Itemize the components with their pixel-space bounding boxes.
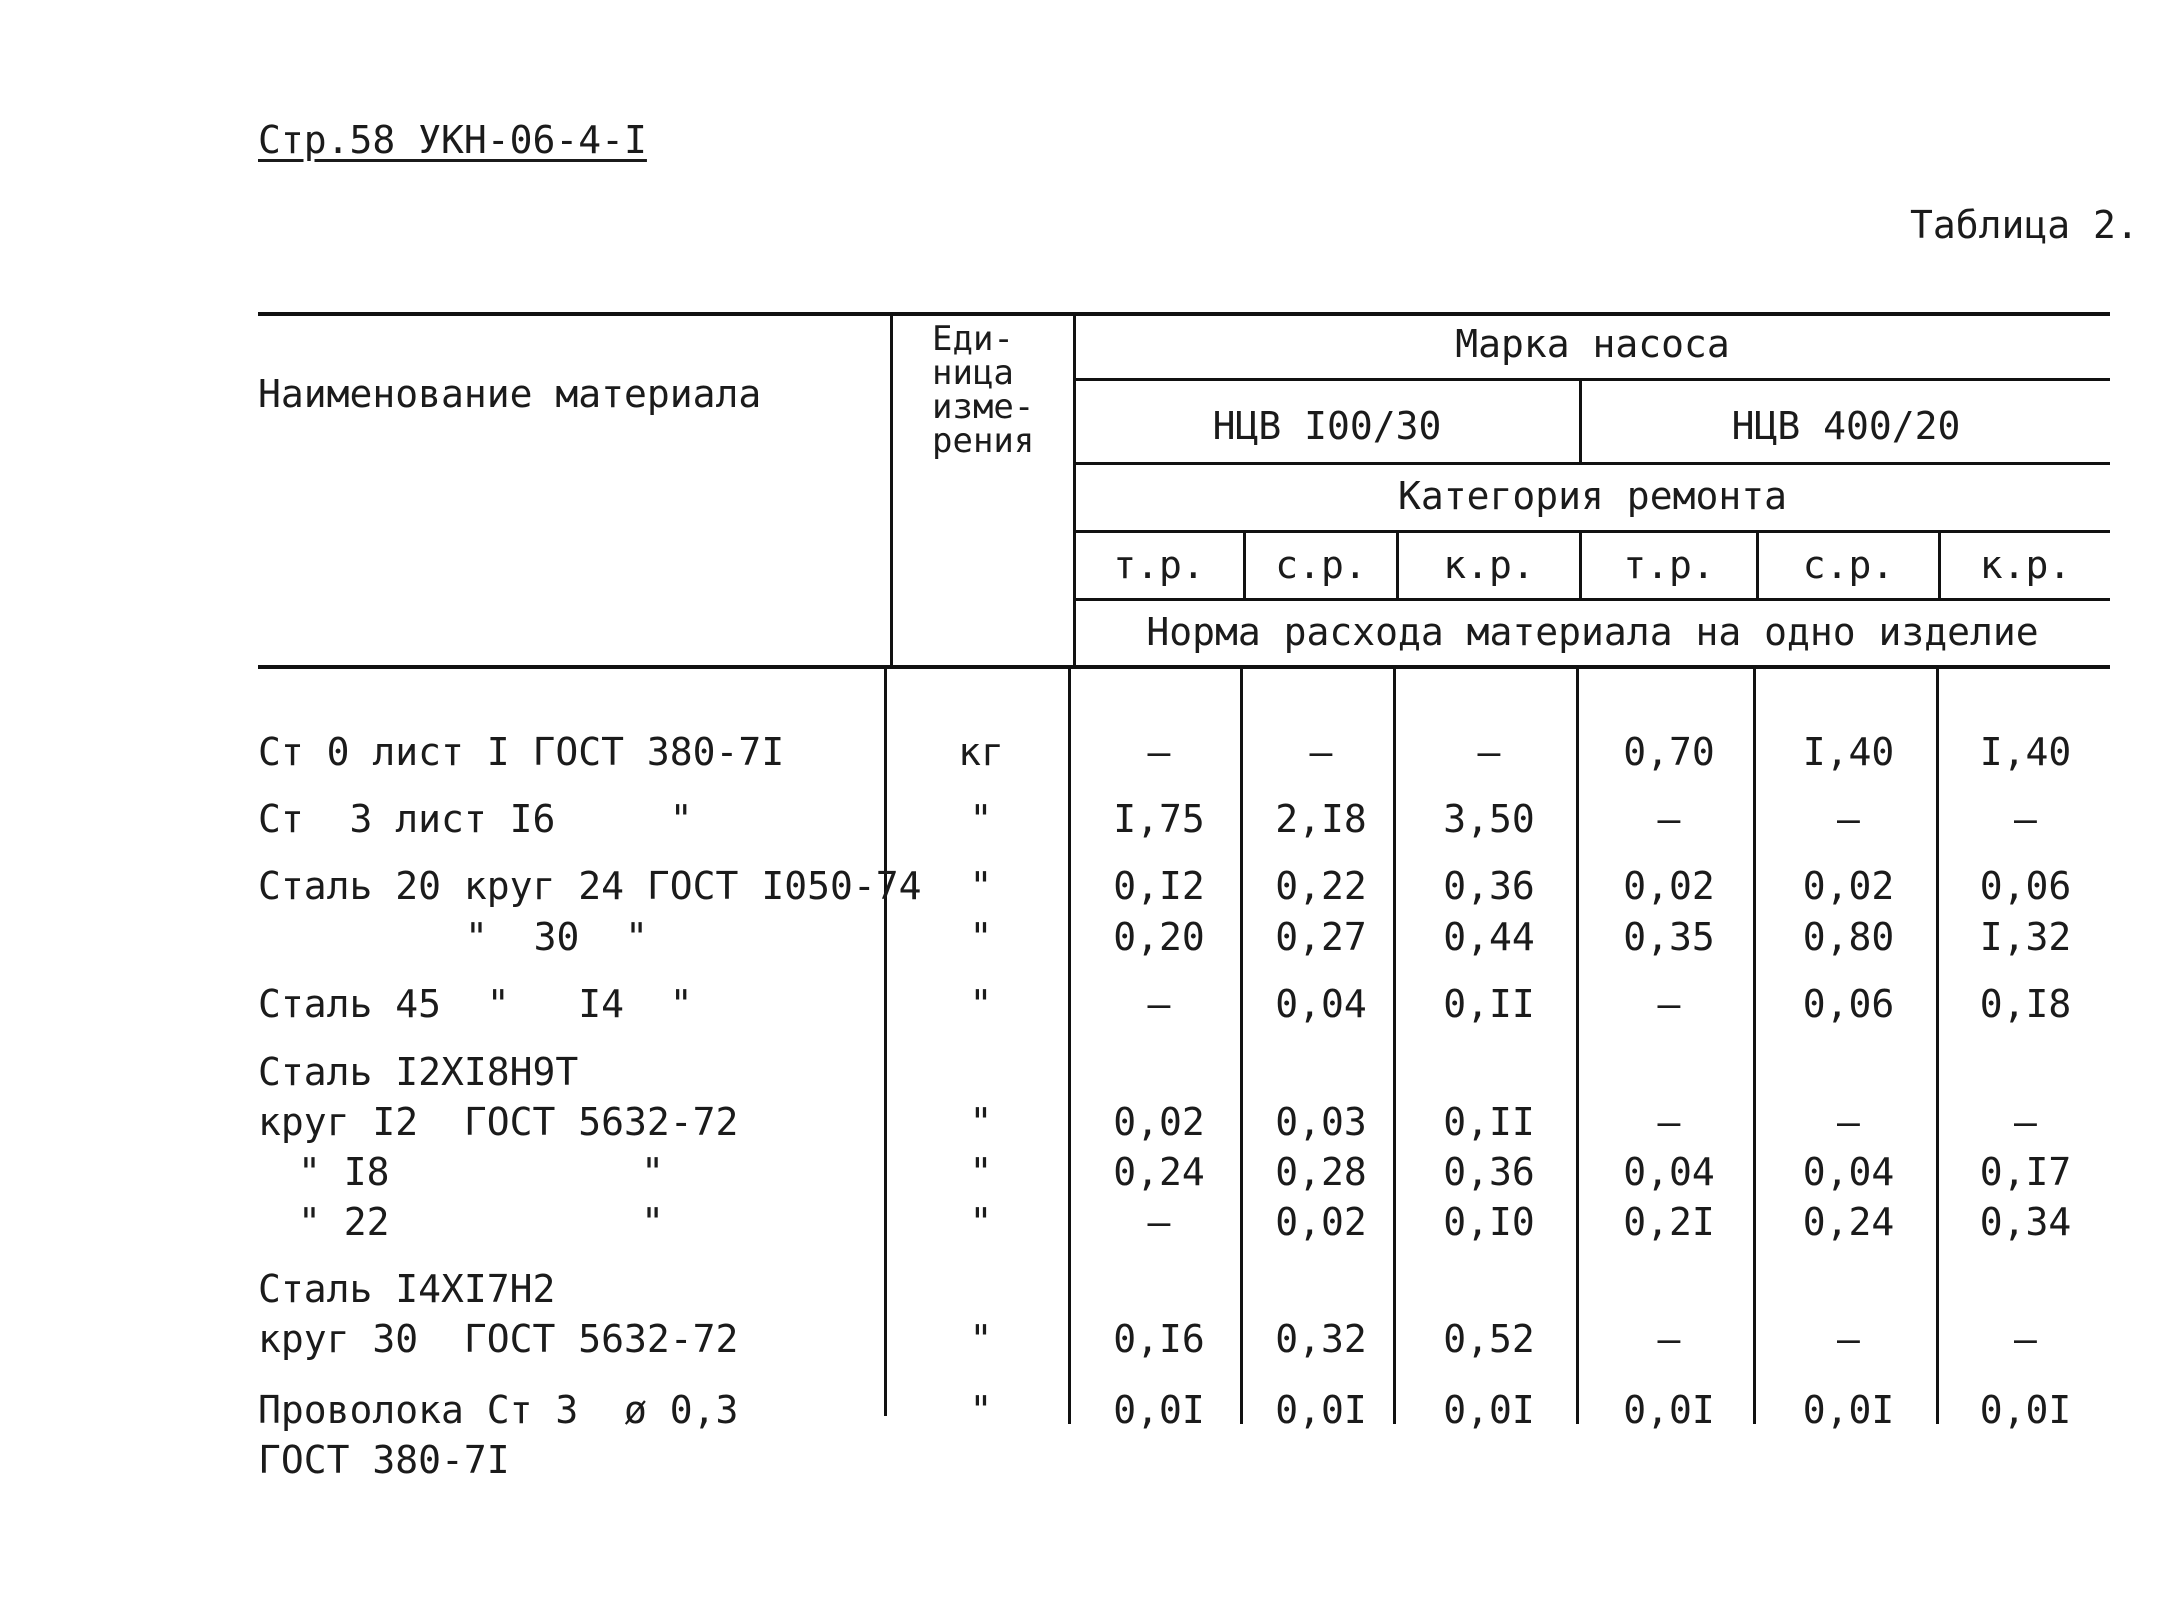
row-value-col-5: 0,24 (1802, 1200, 1895, 1244)
header-unit-line-3: изме- (932, 387, 1035, 427)
row-unit: " (969, 1150, 993, 1194)
row-value-col-5: – (1837, 1317, 1860, 1361)
row-value-col-6: – (2014, 797, 2037, 841)
row-unit: " (969, 982, 993, 1026)
row-value-col-5: 0,02 (1802, 864, 1895, 908)
brand-divider (1075, 378, 2110, 381)
row-value-col-3: 0,36 (1443, 1150, 1535, 1194)
row-material-name: Проволока Ст 3 ø 0,3 (258, 1388, 739, 1432)
row-value-col-6: 0,34 (1979, 1200, 2072, 1244)
row-unit: " (969, 915, 993, 959)
row-value-col-2: 0,28 (1275, 1150, 1367, 1194)
row-value-col-3: 3,50 (1443, 797, 1535, 841)
row-value-col-1: – (1147, 982, 1171, 1026)
row-value-col-4: 0,35 (1623, 915, 1715, 959)
pump-divider (1075, 462, 2110, 465)
subcol-2: с.р. (1275, 543, 1367, 587)
row-material-name: Сталь 45 " I4 " (258, 982, 693, 1026)
row-unit: " (969, 1200, 993, 1244)
row-material-name: Ст 0 лист I ГОСТ 380-7I (258, 730, 785, 774)
row-material-name: " 30 " (465, 915, 649, 959)
row-value-col-4: – (1657, 1317, 1681, 1361)
row-unit: " (969, 1100, 993, 1144)
row-value-col-6: 0,I7 (1979, 1150, 2072, 1194)
row-value-col-1: 0,20 (1113, 915, 1205, 959)
header-repair-category: Категория ремонта (1398, 474, 1787, 518)
row-value-col-5: – (1837, 797, 1860, 841)
header-norm: Норма расхода материала на одно изделие (1146, 610, 2039, 654)
row-value-col-1: – (1147, 730, 1171, 774)
row-value-col-2: 0,32 (1275, 1317, 1367, 1361)
row-value-col-3: 0,36 (1443, 864, 1535, 908)
header-bottom-rule (258, 665, 2110, 669)
row-value-col-2: 0,04 (1275, 982, 1367, 1026)
row-material-name: " 22 " (298, 1200, 665, 1244)
row-value-col-1: 0,02 (1113, 1100, 1205, 1144)
row-value-col-4: – (1657, 982, 1681, 1026)
subcol-4: т.р. (1623, 543, 1715, 587)
header-unit-line-1: Еди- (932, 319, 1014, 359)
header-unit (932, 319, 1035, 461)
row-value-col-2: 2,I8 (1275, 797, 1367, 841)
row-value-col-6: 0,I8 (1979, 982, 2072, 1026)
row-value-col-5: I,40 (1802, 730, 1895, 774)
row-unit: " (969, 797, 993, 841)
row-material-name: Сталь I4XI7H2 (258, 1267, 556, 1311)
table-caption: Таблица 2. (1910, 203, 2139, 247)
row-value-col-1: 0,I6 (1113, 1317, 1205, 1361)
row-value-col-2: 0,02 (1275, 1200, 1367, 1244)
header-pump-2: НЦВ 400/20 (1731, 404, 1961, 448)
row-material-name: круг 30 ГОСТ 5632-72 (258, 1317, 739, 1361)
row-value-col-1: 0,24 (1113, 1150, 1205, 1194)
body-vline-4 (1753, 668, 1756, 1424)
subcol-1: т.р. (1113, 543, 1205, 587)
row-value-col-5: 0,80 (1802, 915, 1895, 959)
row-unit: " (969, 864, 993, 908)
subcol-3: к.р. (1443, 543, 1535, 587)
row-unit: кг (958, 730, 1004, 774)
body-vline-unit (1068, 668, 1071, 1424)
header-pump-1: НЦВ I00/30 (1212, 404, 1442, 448)
body-vline-3 (1576, 668, 1579, 1424)
row-value-col-1: 0,0I (1113, 1388, 1205, 1432)
row-value-col-3: 0,44 (1443, 915, 1535, 959)
body-vline-1 (1240, 668, 1243, 1424)
row-value-col-2: 0,22 (1275, 864, 1367, 908)
row-value-col-5: 0,0I (1802, 1388, 1895, 1432)
row-value-col-6: I,40 (1979, 730, 2072, 774)
row-value-col-6: 0,06 (1979, 864, 2072, 908)
row-unit: " (969, 1388, 993, 1432)
row-value-col-3: – (1477, 730, 1501, 774)
subcol-5: с.р. (1802, 543, 1895, 587)
row-value-col-2: – (1309, 730, 1333, 774)
row-value-col-3: 0,52 (1443, 1317, 1535, 1361)
body-vline-5 (1936, 668, 1939, 1424)
header-unit-line-4: рения (932, 421, 1035, 461)
header-pump-brand: Марка насоса (1455, 322, 1730, 366)
subcol-6: к.р. (1979, 543, 2072, 587)
row-value-col-6: – (2014, 1317, 2037, 1361)
row-material-name: круг I2 ГОСТ 5632-72 (258, 1100, 739, 1144)
row-material-name: " I8 " (298, 1150, 665, 1194)
row-value-col-6: I,32 (1979, 915, 2072, 959)
row-unit: " (969, 1317, 993, 1361)
row-value-col-2: 0,0I (1275, 1388, 1367, 1432)
header-unit-line-2: ница (932, 353, 1014, 393)
row-material-name: Сталь I2XI8H9T (258, 1050, 579, 1094)
row-value-col-3: 0,I0 (1443, 1200, 1535, 1244)
row-material-name: Сталь 20 круг 24 ГОСТ I050-74 (258, 864, 922, 908)
row-value-col-6: – (2014, 1100, 2037, 1144)
category-divider (1075, 530, 2110, 533)
row-value-col-1: 0,I2 (1113, 864, 1205, 908)
row-value-col-1: I,75 (1113, 797, 1205, 841)
row-value-col-4: – (1657, 1100, 1681, 1144)
body-vline-2 (1393, 668, 1396, 1424)
page-header: Стр.58 УКН-06-4-I (258, 118, 647, 162)
row-value-col-4: 0,0I (1623, 1388, 1715, 1432)
row-value-col-3: 0,II (1443, 982, 1535, 1026)
row-value-col-5: 0,04 (1802, 1150, 1895, 1194)
table-top-rule (258, 312, 2110, 316)
row-value-col-3: 0,II (1443, 1100, 1535, 1144)
row-value-col-4: 0,02 (1623, 864, 1715, 908)
row-value-col-5: – (1837, 1100, 1860, 1144)
row-value-col-1: – (1147, 1200, 1171, 1244)
header-material: Наименование материала (258, 372, 762, 416)
subcol-divider (1075, 598, 2110, 601)
row-value-col-4: 0,70 (1623, 730, 1715, 774)
row-value-col-6: 0,0I (1979, 1388, 2072, 1432)
body-vline-material (884, 668, 887, 1416)
row-value-col-4: 0,04 (1623, 1150, 1715, 1194)
row-value-col-2: 0,27 (1275, 915, 1367, 959)
row-value-col-2: 0,03 (1275, 1100, 1367, 1144)
row-value-col-3: 0,0I (1443, 1388, 1535, 1432)
row-material-name: ГОСТ 380-7I (258, 1438, 510, 1482)
header-vline-material (890, 312, 893, 668)
row-material-name: Ст 3 лист I6 " (258, 797, 693, 841)
row-value-col-5: 0,06 (1802, 982, 1895, 1026)
row-value-col-4: 0,2I (1623, 1200, 1715, 1244)
row-value-col-4: – (1657, 797, 1681, 841)
